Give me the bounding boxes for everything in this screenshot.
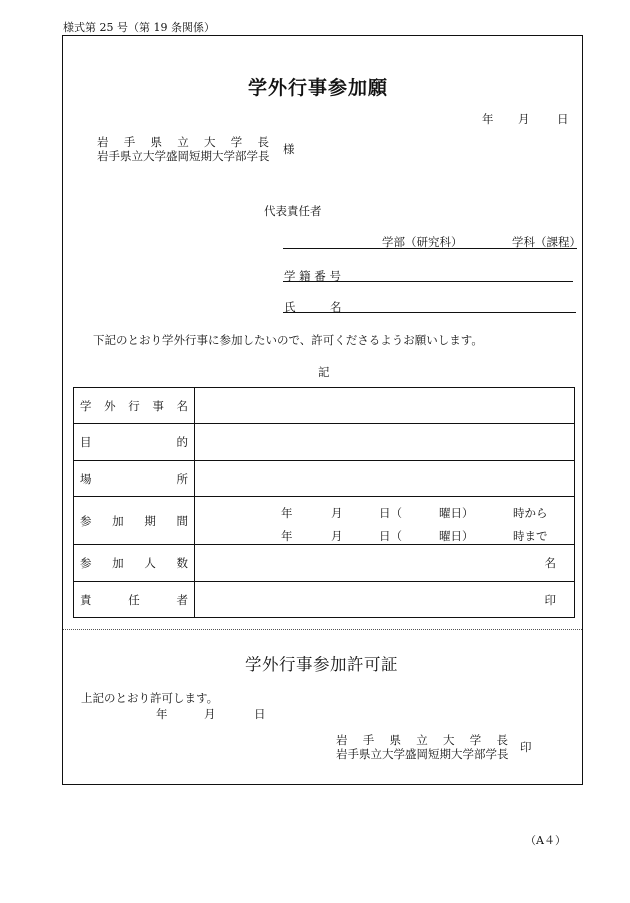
date-year: 年 bbox=[482, 112, 494, 126]
place-label: 場 所 bbox=[80, 471, 188, 486]
table-row bbox=[74, 461, 575, 497]
period-start-month: 月 bbox=[331, 505, 343, 520]
request-text: 下記のとおり学外行事に参加したいので、許可くださるようお願いします。 bbox=[93, 333, 483, 347]
period-field[interactable] bbox=[195, 497, 575, 545]
permit-date-month: 月 bbox=[204, 707, 216, 721]
responsible-label: 責 任 者 bbox=[80, 592, 188, 607]
faculty-label: 学部（研究科） bbox=[382, 235, 463, 249]
application-title: 学外行事参加願 bbox=[248, 77, 389, 99]
faculty-underline bbox=[283, 248, 577, 249]
event-name-label: 学 外 行 事 名 bbox=[80, 398, 188, 413]
purpose-label: 目 的 bbox=[80, 435, 188, 449]
responsible-seal: 印 bbox=[544, 592, 556, 607]
table-row bbox=[74, 582, 575, 618]
form-number: 様式第 25 号（第 19 条関係） bbox=[63, 21, 215, 34]
table-row bbox=[74, 545, 575, 582]
period-end-month: 月 bbox=[331, 528, 343, 543]
honorific: 様 bbox=[283, 142, 295, 156]
participants-unit: 名 bbox=[544, 556, 556, 570]
cut-line bbox=[63, 629, 582, 630]
period-end-weekday: 曜日） bbox=[439, 528, 474, 543]
responsible-label-cell bbox=[74, 582, 195, 618]
period-end-year: 年 bbox=[281, 528, 293, 543]
place-field[interactable] bbox=[195, 461, 575, 497]
event-name-field[interactable] bbox=[195, 388, 575, 424]
table-row bbox=[74, 388, 575, 424]
date-day: 日 bbox=[557, 112, 569, 126]
student-id-underline bbox=[283, 281, 573, 282]
student-id-label: 学 籍 番 号 bbox=[284, 269, 341, 283]
period-start-year: 年 bbox=[281, 505, 293, 520]
paper-size-label: （A４） bbox=[525, 834, 566, 847]
addressee-college-president: 岩手県立大学盛岡短期大学部学長 bbox=[97, 149, 270, 163]
period-end-day: 日（ bbox=[379, 528, 402, 543]
permit-seal: 印 bbox=[520, 740, 532, 754]
place-label-cell bbox=[74, 461, 195, 497]
period-label: 参 加 期 間 bbox=[80, 513, 188, 528]
issuer-college-president: 岩手県立大学盛岡短期大学部学長 bbox=[336, 747, 509, 761]
permit-title: 学外行事参加許可証 bbox=[245, 655, 398, 674]
name-underline bbox=[283, 312, 576, 313]
period-end-time: 時まで bbox=[513, 528, 548, 543]
ki-label: 記 bbox=[318, 365, 330, 379]
detail-table bbox=[73, 387, 575, 618]
permit-date-day: 日 bbox=[254, 707, 266, 721]
event-name-label-cell bbox=[74, 388, 195, 424]
period-start-time: 時から bbox=[513, 505, 548, 520]
period-start-weekday: 曜日） bbox=[439, 505, 474, 520]
table-row bbox=[74, 497, 575, 545]
representative-label: 代表責任者 bbox=[264, 204, 322, 218]
purpose-label-cell bbox=[74, 424, 195, 461]
period-start-day: 日（ bbox=[379, 505, 402, 520]
department-label: 学科（課程） bbox=[512, 235, 581, 249]
name-label: 氏 名 bbox=[284, 300, 342, 314]
participants-label: 参 加 人 数 bbox=[80, 556, 188, 570]
period-label-cell bbox=[74, 497, 195, 545]
date-month: 月 bbox=[518, 112, 530, 126]
permit-text: 上記のとおり許可します。 bbox=[81, 691, 219, 705]
purpose-field[interactable] bbox=[195, 424, 575, 461]
table-row bbox=[74, 424, 575, 461]
responsible-field[interactable] bbox=[195, 582, 575, 618]
permit-date-year: 年 bbox=[156, 707, 168, 721]
addressee-line1: 岩 手 県 立 大 学 長 bbox=[97, 135, 269, 149]
issuer-line1: 岩 手 県 立 大 学 長 bbox=[336, 733, 508, 747]
participants-label-cell bbox=[74, 545, 195, 582]
participants-field[interactable] bbox=[195, 545, 575, 582]
